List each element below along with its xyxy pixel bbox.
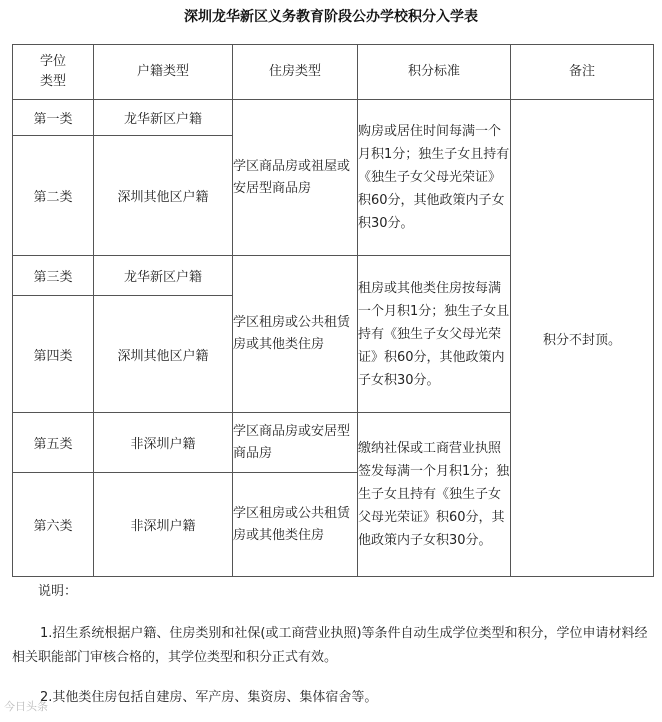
header-remark: 备注: [511, 45, 654, 100]
table-row: [13, 100, 654, 136]
remark-cell: 积分不封顶。: [511, 100, 654, 577]
header-huji-type: 户籍类型: [94, 45, 233, 100]
degree-type-cell: 第五类: [13, 413, 94, 473]
points-standard-cell: 缴纳社保或工商营业执照签发每满一个月积1分；独生子女且持有《独生子女父母光荣证》积60分，其他政策内子女积30分。: [358, 413, 511, 577]
points-standard-cell: 租房或其他类住房按每满一个月积1分；独生子女且持有《独生子女父母光荣证》积60分，其他政策内子女积30分。: [358, 256, 511, 413]
housing-type-cell: 学区租房或公共租赁房或其他类住房: [233, 473, 358, 577]
note-item-1: 1.招生系统根据户籍、住房类别和社保(或工商营业执照)等条件自动生成学位类型和积分，学位申请材料经相关职能部门审核合格的，其学位类型和积分正式有效。: [12, 626, 648, 665]
housing-type-cell: 学区商品房或安居型商品房: [233, 413, 358, 473]
degree-type-cell: 第四类: [13, 296, 94, 413]
table-header-row: [13, 45, 654, 100]
admission-points-table: [12, 44, 654, 577]
notes-section: [12, 580, 652, 710]
degree-type-cell: 第一类: [13, 100, 94, 136]
degree-type-cell: 第二类: [13, 136, 94, 256]
huji-type-cell: 龙华新区户籍: [94, 256, 233, 296]
note-item-2: 2.其他类住房包括自建房、军产房、集资房、集体宿舍等。: [40, 690, 378, 705]
huji-type-cell: 深圳其他区户籍: [94, 136, 233, 256]
huji-type-cell: 龙华新区户籍: [94, 100, 233, 136]
header-points-standard: 积分标准: [358, 45, 511, 100]
header-degree-type: 学位 类型: [13, 45, 94, 100]
huji-type-cell: 非深圳户籍: [94, 473, 233, 577]
housing-type-cell: 学区商品房或祖屋或安居型商品房: [233, 100, 358, 256]
degree-type-cell: 第三类: [13, 256, 94, 296]
housing-type-cell: 学区租房或公共租赁房或其他类住房: [233, 256, 358, 413]
huji-type-cell: 非深圳户籍: [94, 413, 233, 473]
watermark-logo: 今日头条: [4, 700, 48, 713]
header-housing-type: 住房类型: [233, 45, 358, 100]
notes-label: 说明：: [38, 584, 78, 599]
points-standard-cell: 购房或居住时间每满一个月积1分；独生子女且持有《独生子女父母光荣证》积60分，其他政策内子女积30分。: [358, 100, 511, 256]
huji-type-cell: 深圳其他区户籍: [94, 296, 233, 413]
degree-type-cell: 第六类: [13, 473, 94, 577]
page-title: 深圳龙华新区义务教育阶段公办学校积分入学表: [184, 9, 478, 25]
